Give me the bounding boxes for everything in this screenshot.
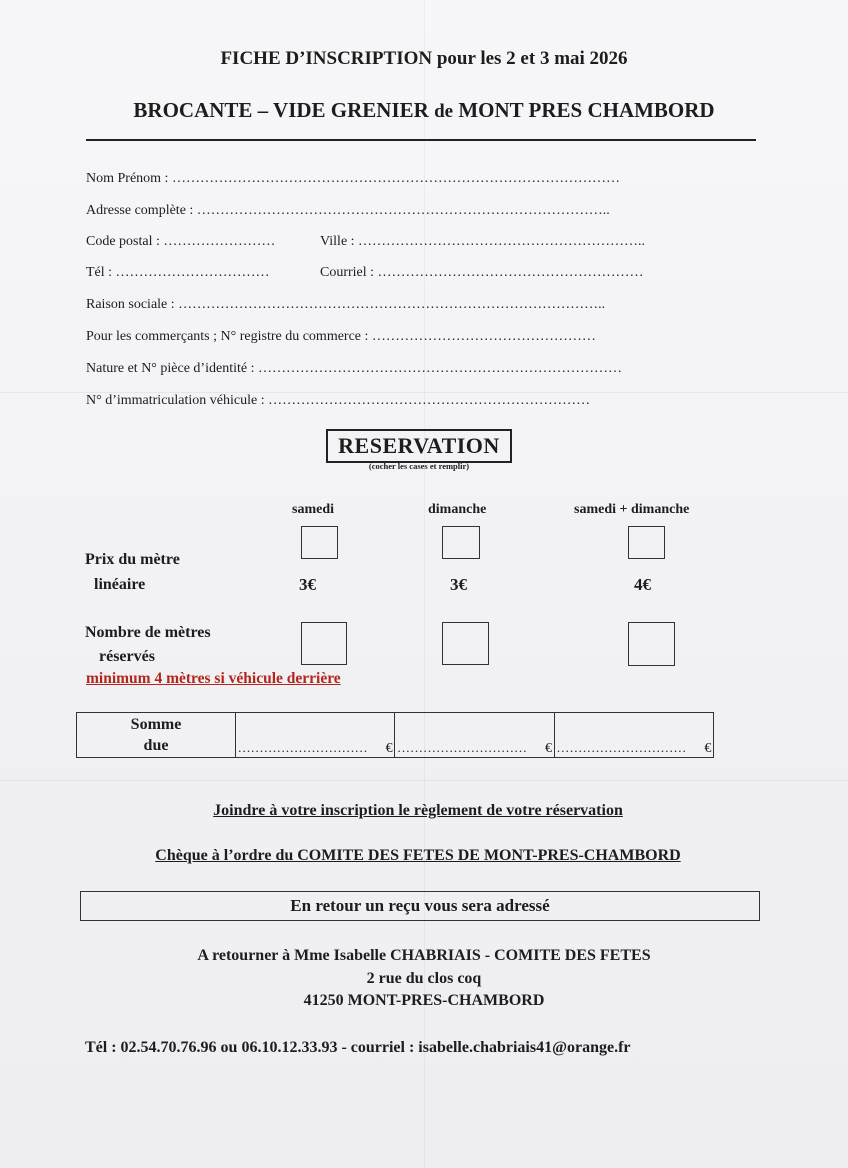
title-divider [86, 139, 756, 141]
col-dimanche: dimanche [428, 502, 487, 517]
field-immatriculation[interactable]: N° d’immatriculation véhicule : …………………………………………………………… [86, 393, 591, 408]
somme-dots: ………………………… [396, 740, 527, 755]
euro-sign: € [544, 741, 552, 756]
metres-label-2: réservés [99, 648, 155, 665]
event-place: MONT PRES CHAMBORD [458, 98, 715, 122]
metres-label: Nombre de mètres [85, 624, 211, 641]
col-samedi: samedi [292, 502, 334, 517]
somme-cell-samedi[interactable] [236, 713, 395, 758]
contact-line: Tél : 02.54.70.76.96 ou 06.10.12.33.93 - courriel : isabelle.chabriais41@orange.fr [85, 1039, 631, 1056]
reservation-instructions: (cocher les cases et remplir) [368, 461, 470, 471]
field-courriel[interactable]: Courriel : ………………………………………………… [320, 265, 644, 280]
price-samedi: 3€ [299, 575, 316, 594]
field-code-postal[interactable]: Code postal : …………………… [86, 234, 276, 249]
cheque-ordre: Chèque à l’ordre du COMITE DES FETES DE MONT-PRES-CHAMBORD [155, 847, 681, 864]
somme-due-label: Somme due [77, 713, 236, 758]
metres-box-dimanche[interactable] [442, 622, 489, 665]
event-name: BROCANTE – VIDE GRENIER [133, 98, 429, 122]
price-samedi-dimanche: 4€ [634, 575, 651, 594]
price-label-2: linéaire [94, 576, 146, 593]
euro-sign: € [704, 741, 712, 756]
metres-box-samedi[interactable] [301, 622, 347, 665]
somme-due-table [76, 712, 714, 758]
checkbox-samedi[interactable] [301, 526, 338, 559]
event-title [0, 98, 848, 123]
return-address-line1: A retourner à Mme Isabelle CHABRIAIS - COMITE DES FETES [197, 947, 651, 964]
somme-dots: ………………………… [237, 740, 368, 755]
field-ville[interactable]: Ville : …………………………………………………….. [320, 234, 646, 249]
field-registre-commerce[interactable]: Pour les commerçants ; N° registre du commerce : ………………………………………… [86, 329, 596, 344]
field-nom[interactable]: Nom Prénom : …………………………………………………………………………………… [86, 171, 620, 186]
recu-text: En retour un reçu vous sera adressé [290, 896, 550, 915]
return-address-line2: 2 rue du clos coq [366, 970, 482, 987]
price-dimanche: 3€ [450, 575, 467, 594]
form-title: FICHE D’INSCRIPTION pour les 2 et 3 mai 2026 [220, 48, 628, 69]
euro-sign: € [385, 741, 393, 756]
recu-box [80, 891, 760, 921]
checkbox-dimanche[interactable] [442, 526, 480, 559]
joindre-reglement: Joindre à votre inscription le règlement de votre réservation [213, 802, 623, 819]
somme-dots: ………………………… [556, 740, 687, 755]
col-samedi-dimanche: samedi + dimanche [574, 502, 690, 517]
minimum-note: minimum 4 mètres si véhicule derrière [86, 670, 341, 687]
field-tel[interactable]: Tél : …………………………… [86, 265, 270, 280]
reservation-heading: RESERVATION [338, 433, 500, 458]
somme-cell-dimanche[interactable] [395, 713, 554, 758]
field-raison-sociale[interactable]: Raison sociale : ……………………………………………………………………………….. [86, 297, 606, 312]
price-label: Prix du mètre [85, 551, 180, 568]
reservation-heading-box [326, 429, 512, 463]
field-adresse[interactable]: Adresse complète : …………………………………………………………………………….. [86, 203, 610, 218]
return-address-line3: 41250 MONT-PRES-CHAMBORD [303, 992, 545, 1009]
checkbox-samedi-dimanche[interactable] [628, 526, 665, 559]
event-de: de [434, 101, 454, 122]
somme-cell-samedi-dimanche[interactable] [554, 713, 713, 758]
metres-box-samedi-dimanche[interactable] [628, 622, 675, 666]
field-piece-identite[interactable]: Nature et N° pièce d’identité : …………………………………………………………………… [86, 361, 622, 376]
